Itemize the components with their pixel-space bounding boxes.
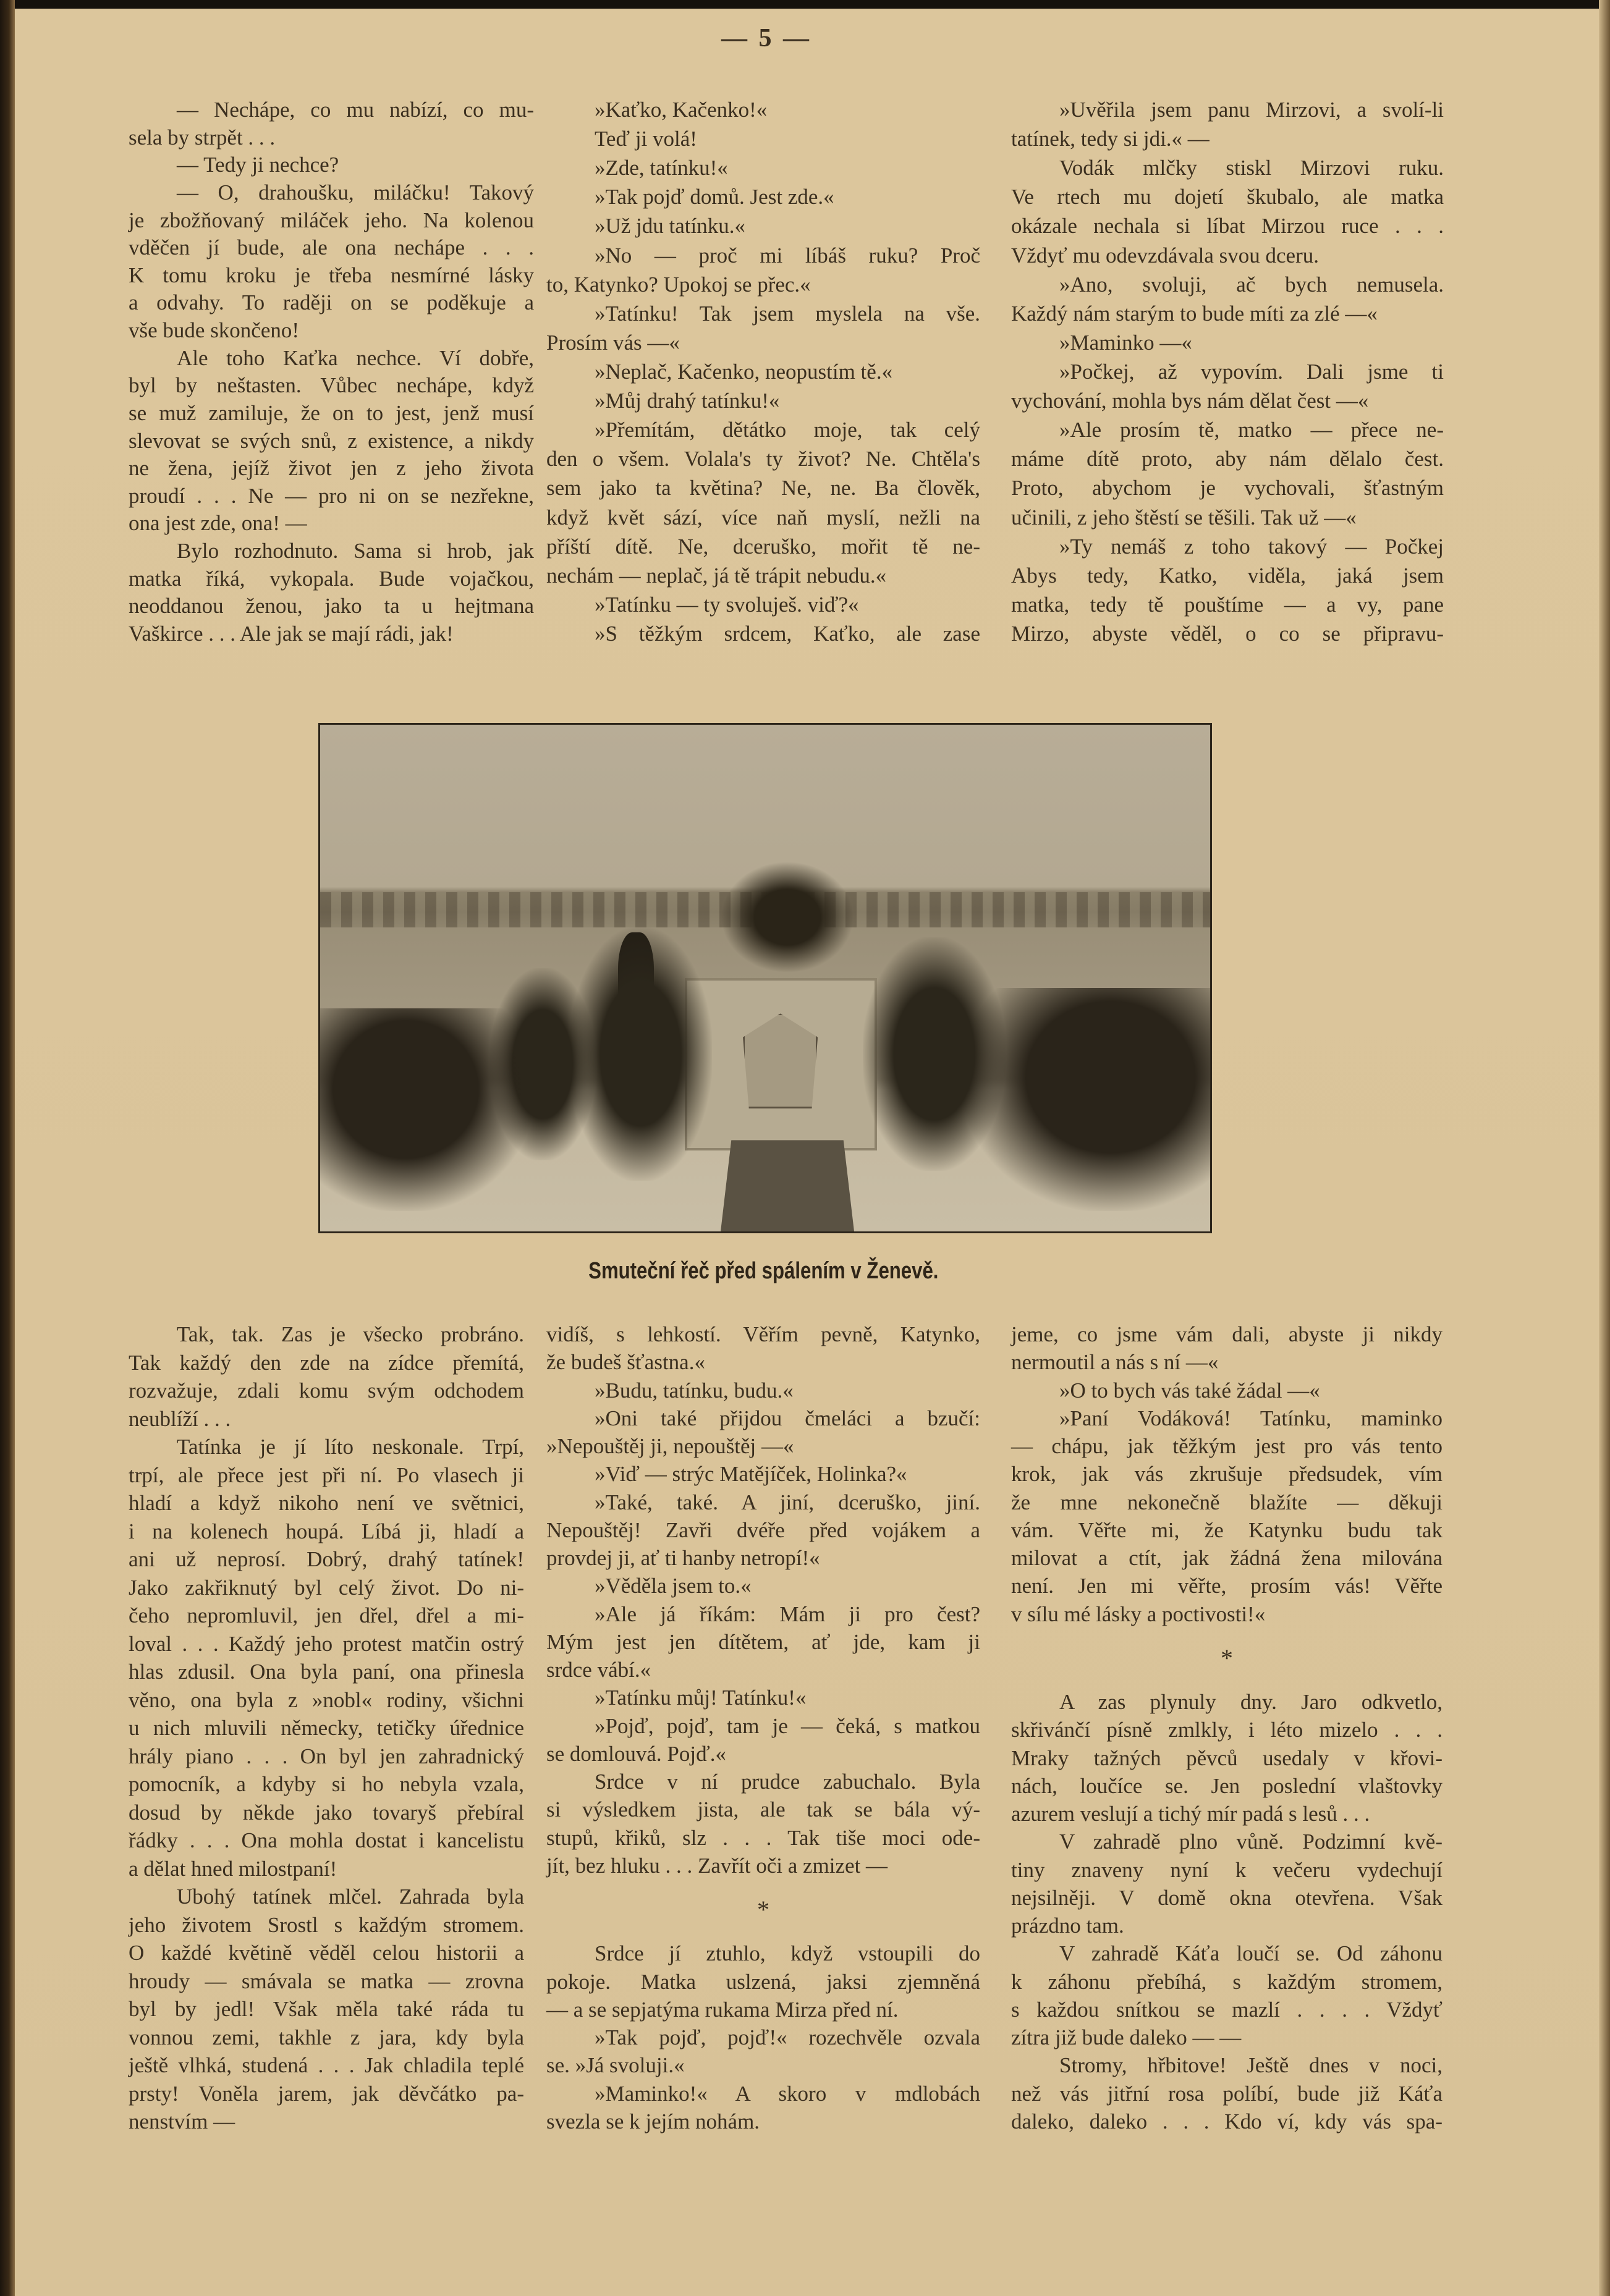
text-line: — Tedy ji nechce? [177,153,339,177]
text-line: že mne nekonečně blažíte — děkuji [1011,1490,1443,1514]
text-line: ne žena, jejíž život jen z jeho života [129,456,534,481]
text-line: a odvahy. To raději on se poděkuje a [129,290,534,315]
text-line: »Tak pojď domů. Jest zde.« [595,185,834,209]
text-line: skřivánčí písně zmlkly, i léto mizelo . . . [1011,1718,1443,1742]
text-line: Každý nám starým to bude míti za zlé —« [1011,301,1378,326]
text-line: když květ sází, více naň myslí, nežli na [546,505,980,530]
text-line: »Také, také. A jiní, dceruško, jiní. [595,1490,980,1514]
text-column-top-3 [1011,96,1444,648]
text-line: vám. Věřte mi, že Katynku budu tak [1011,1517,1443,1542]
text-line: »Tatínku! Tak jsem myslela na vše. [595,301,980,326]
text-line: »Zde, tatínku!« [595,156,728,180]
scan-edge-right [1599,0,1610,2296]
text-line: A zas plynuly dny. Jaro odkvetlo, [1059,1690,1443,1714]
text-line: věno, ona byla z »nobl« rodiny, všichni [129,1687,524,1712]
text-line: »Oni také přijdou čmeláci a bzučí: [595,1406,980,1430]
text-line: »Nepouštěj ji, nepouštěj —« [546,1434,794,1458]
text-line: Vždyť mu odevzdávala svou dceru. [1011,243,1319,268]
text-column-bottom-2 [546,1321,980,2135]
text-line: prsty! Voněla jarem, jak děvčátko pa- [129,2081,524,2106]
text-line: se. »Já svoluji.« [546,2053,685,2078]
text-line: milovat a ctít, jak žádná žena milována [1011,1546,1443,1570]
text-line: Tak každý den zde na zídce přemítá, [129,1350,524,1375]
text-line: slevovat se svých snů, z existence, a nikdy [129,428,534,453]
text-line: Bylo rozhodnuto. Sama si hrob, jak [177,539,534,563]
text-line: sem jako ta květina? Ne, ne. Ba člověk, [546,476,980,500]
text-line: Abys tedy, Katko, viděla, jaká jsem [1011,563,1444,588]
text-line: Mirzo, abyste věděl, o co se připravu- [1011,621,1444,646]
text-line: že budeš šťastna.« [546,1350,705,1375]
text-line: tatínek, tedy si jdi.« — [1011,127,1210,151]
photo-carpet [721,1140,854,1231]
text-line: ani už neprosí. Dobrý, drahý tatínek! [129,1547,524,1571]
text-line: O každé květině věděl celou historii a [129,1941,524,1965]
scan-edge-left [0,0,15,2296]
text-line: Srdce jí ztuhlo, když vstoupili do [595,1941,980,1966]
text-line: jeme, co jsme vám dali, abyste ji nikdy [1011,1322,1443,1346]
text-line: nechám — neplač, já tě trápit nebudu.« [546,563,887,588]
text-line: — O, drahoušku, miláčku! Takový [177,180,534,205]
text-column-top-1 [129,96,534,648]
text-line: »Neplač, Kačenko, neopustím tě.« [595,359,893,384]
text-line: »Paní Vodáková! Tatínku, maminko [1059,1406,1443,1430]
text-line: v sílu mé lásky a poctivosti!« [1011,1602,1266,1626]
text-line: »O to bych vás také žádal —« [1059,1378,1320,1403]
text-line: trpí, ale přece jest při ní. Po vlasech ji [129,1462,524,1487]
text-line: Mým jest jen dítětem, ať jde, kam ji [546,1629,980,1654]
text-column-bottom-1 [129,1321,524,2135]
section-separator: * [1221,1644,1233,1672]
scan-edge-top [0,0,1610,9]
text-line: — a se sepjatýma rukama Mirza před ní. [546,1997,899,2022]
text-line: nejsilněji. V domě okna otevřena. Však [1011,1885,1443,1910]
photo-caption-text: Smuteční řeč před spálením v Ženevě. [588,1258,939,1284]
text-line: hroudy — smávala se matka — zrovna [129,1969,524,1993]
text-line: »Tatínku můj! Tatínku!« [595,1686,807,1710]
text-line: »S těžkým srdcem, Kaťko, ale zase [595,621,980,646]
text-line: okázale nechala si líbat Mirzou ruce . . . [1011,214,1444,238]
text-line: »Už jdu tatínku.« [595,214,745,238]
text-line: hladí a když nikoho není ve světnici, [129,1491,524,1515]
text-line: učinili, z jeho štěstí se těšili. Tak už —« [1011,505,1357,530]
text-line: svezla se k jejím nohám. [546,2109,760,2134]
text-line: Tatínka je jí líto neskonale. Trpí, [177,1435,524,1459]
text-line: k záhonu přebíhá, s každým stromem, [1011,1969,1443,1994]
text-line: zítra již bude daleko — — [1011,2025,1242,2049]
text-line: »Uvěřila jsem panu Mirzovi, a svolí-li [1059,98,1444,122]
text-line: prázdno tam. [1011,1914,1124,1938]
text-line: Ve rtech mu dojetí škubalo, ale matka [1011,185,1444,209]
photo-funeral-speech-geneva [318,723,1212,1233]
text-line: Jako zakřiknutý byl celý život. Do ni- [129,1575,524,1600]
text-line: matka říká, vykopala. Bude vojačkou, [129,566,534,591]
text-line: rozvažuje, zdali komu svým odchodem [129,1378,524,1403]
text-line: Teď ji volá! [595,127,697,151]
photo-mourners-left [320,1008,534,1211]
text-line: s každou snítkou se mazlí . . . . Vždyť [1011,1997,1443,2022]
section-separator: * [757,1896,769,1923]
text-line: »No — proč mi líbáš ruku? Proč [595,243,980,268]
text-line: den o všem. Volala's ty život? Ne. Chtěla's [546,447,980,471]
text-line: neublíží . . . [129,1406,231,1431]
text-line: není. Jen mi věřte, prosím vás! Věřte [1011,1574,1443,1598]
photo-caption [318,1258,1208,1285]
text-line: Srdce v ní prudce zabuchalo. Byla [595,1770,980,1794]
text-line: daleko, daleko . . . Kdo ví, kdy vás spa- [1011,2109,1443,2134]
text-line: Ubohý tatínek mlčel. Zahrada byla [177,1884,524,1909]
text-line: byl by neštasten. Vůbec nechápe, když [129,373,534,398]
text-line: K tomu kroku je třeba nesmírné lásky [129,263,534,287]
text-line: ještě vlhká, studená . . . Jak chladila teplé [129,2053,524,2077]
text-line: »Maminko —« [1059,330,1192,355]
text-line: se domlouvá. Pojď.« [546,1741,726,1766]
text-line: »Můj drahý tatínku!« [595,389,780,413]
text-line: srdce vábí.« [546,1658,651,1682]
text-line: Prosím vás —« [546,330,680,355]
text-line: Mraky tažných pěvců usedaly v křovi- [1011,1745,1443,1770]
text-line: matka, tedy tě pouštíme — a vy, pane [1011,592,1444,617]
text-line: čeho nepromluvil, jen dřel, dřel a mi- [129,1603,524,1627]
text-line: u nich mluvili německy, tetičky úřednice [129,1716,524,1740]
text-line: loval . . . Každý jeho protest matčin ostrý [129,1631,524,1656]
text-column-top-2 [546,96,980,648]
text-line: Vaškirce . . . Ale jak se mají rádi, jak! [129,621,454,646]
text-line: nenstvím — [129,2109,235,2134]
text-line: vidíš, s lehkostí. Věřím pevně, Katynko, [546,1322,980,1346]
text-line: hlas zdusil. Ona byla paní, ona přinesla [129,1660,524,1684]
text-line: než vás jitřní rosa políbí, bude již Káťa [1011,2081,1443,2106]
text-line: Tak, tak. Zas je všecko probráno. [177,1322,524,1346]
text-line: tiny znaveny nyní k večeru vydechují [1011,1857,1443,1882]
text-line: hrály piano . . . On byl jen zahradnický [129,1744,524,1768]
text-line: — Nechápe, co mu nabízí, co mu- [177,98,534,122]
text-line: a dělat hned milostpaní! [129,1856,337,1881]
text-line: »Maminko!« A skoro v mdlobách [595,2081,980,2106]
text-line: »Ale já říkám: Mám ji pro čest? [595,1602,980,1626]
text-line: pokoje. Matka uslzená, jaksi zjemněná [546,1969,980,1994]
text-line: »Budu, tatínku, budu.« [595,1378,794,1403]
text-line: je zbožňovaný miláček jeho. Na kolenou [129,208,534,232]
text-line: vše bude skončeno! [129,318,300,342]
text-line: azurem veslují a tichý mír padá s lesů . . . [1011,1802,1370,1826]
text-line: »Přemítám, dětátko moje, tak celý [595,418,980,442]
text-line: provdej ji, ať ti hanby netropí!« [546,1546,820,1570]
text-line: krok, jak vás zkrušuje předsudek, vím [1011,1462,1443,1487]
text-line: stupů, křiků, slz . . . Tak tiše moci ode- [546,1825,980,1850]
text-line: ona jest zde, ona! — [129,511,307,536]
text-line: i na kolenech houpá. Líbá ji, hladí a [129,1519,524,1543]
page-number: — 5 — [721,24,811,53]
text-line: »Tak pojď, pojď!« rozechvěle ozvala [595,2025,980,2049]
text-line: to, Katynko? Upokoj se přec.« [546,272,811,297]
text-line: vděčen jí bude, ale ona nechápe . . . [129,235,534,260]
photo-plant-left-2 [569,927,711,1181]
text-line: »Viď — strýc Matějíček, Holinka?« [595,1462,907,1487]
text-line: Proto, abychom je vychovali, šťastným [1011,476,1444,500]
text-line: »Kaťko, Kačenko!« [595,98,768,122]
text-line: řádky . . . Ona mohla dostat i kancelistu [129,1828,524,1852]
text-line: Nepouštěj! Zavři dvéře před vojákem a [546,1517,980,1542]
text-line: máme dítě proto, aby nám dělalo čest. [1011,447,1444,471]
text-line: si výsledkem jista, ale tak se bála vý- [546,1797,980,1822]
text-line: V zahradě plno vůně. Podzimní kvě- [1059,1830,1443,1854]
text-line: »Pojď, pojď, tam je — čeká, s matkou [595,1713,980,1738]
text-line: pomocník, a kdyby si ho nebyla vzala, [129,1772,524,1796]
text-column-bottom-3 [1011,1321,1443,2135]
text-line: — chápu, jak těžkým jest pro vás tento [1011,1434,1443,1458]
text-line: proudí . . . Ne — pro ni on se nezřekne, [129,483,534,508]
text-line: Ale toho Kaťka nechce. Ví dobře, [177,345,534,370]
text-line: »Ty nemáš z toho takový — Počkej [1059,534,1444,559]
text-line: »Počkej, až vypovím. Dali jsme ti [1059,359,1444,384]
text-line: »Ale prosím tě, matko — přece ne- [1059,418,1444,442]
text-line: nermoutil a nás s ní —« [1011,1350,1219,1375]
photo-palm-plant [721,861,854,973]
text-line: se muž zamiluje, že on to jest, jenž musí [129,400,534,425]
text-line: vychování, mohla bys nám dělat čest —« [1011,389,1369,413]
text-line: nách, loučíce se. Jen poslední vlaštovky [1011,1773,1443,1798]
text-line: vonnou zemi, takhle z jara, kdy byla [129,2025,524,2049]
text-line: Stromy, hřbitove! Ještě dnes v noci, [1059,2053,1443,2078]
text-line: sela by strpět . . . [129,125,276,150]
text-line: »Věděla jsem to.« [595,1574,752,1598]
text-line: Vodák mlčky stiskl Mirzovi ruku. [1059,156,1444,180]
text-line: V zahradě Káťa loučí se. Od záhonu [1059,1941,1443,1966]
text-line: »Tatínku — ty svoluješ. viď?« [595,592,859,617]
text-line: příští dítě. Ne, dceruško, mořit tě ne- [546,534,980,559]
photo-mourners-right [961,988,1210,1211]
text-line: jít, bez hluku . . . Zavřít oči a zmizet — [546,1853,888,1878]
text-line: »Ano, svoluji, ač bych nemusela. [1059,272,1444,297]
text-line: byl by jedl! Však měla také ráda tu [129,1997,524,2021]
text-line: dosud by někde jako tovaryš přebíral [129,1800,524,1825]
text-line: jeho životem Srostl s každým stromem. [129,1912,524,1937]
text-line: neoddanou ženou, jako ta u hejtmana [129,594,534,618]
